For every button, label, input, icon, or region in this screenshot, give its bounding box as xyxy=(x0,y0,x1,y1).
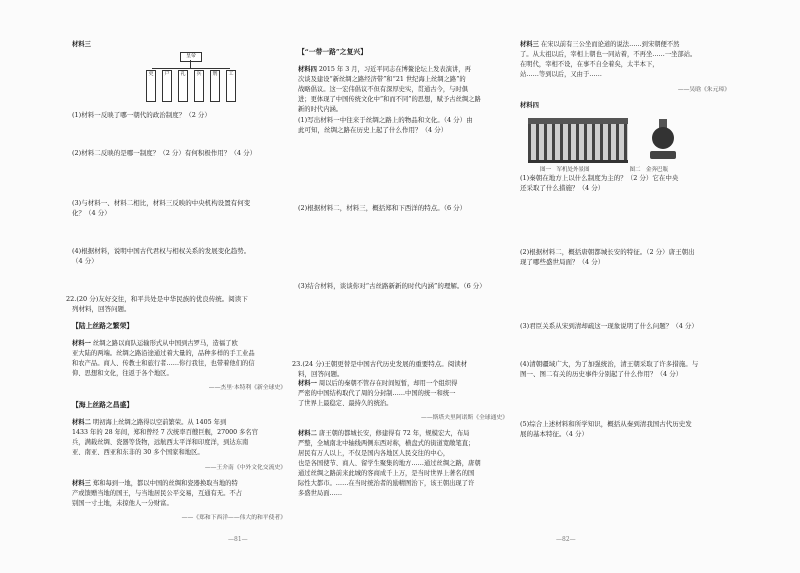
material-1-source: ——斯塔夫里阿诺斯《全球通史》 xyxy=(421,415,508,422)
diagram-box-4: 兵 xyxy=(194,70,204,102)
diagram-line xyxy=(190,60,191,68)
question-2-cont: 现了哪些盛世局面？（4 分） xyxy=(520,257,605,266)
diagram-top-box: 皇帝 xyxy=(180,52,202,62)
question-5-cont: 展的基本特征。（4 分） xyxy=(520,429,588,438)
material-2-text: 兵，满载丝绸、瓷器等货物，远航西太平洋和印度洋，到达东南 xyxy=(72,438,249,446)
question-5: (5)综合上述材料和所学知识，概括从秦到清我国古代历史发 xyxy=(520,419,692,428)
question-22: 22.(20 分)友好交往，和平共处是中华民族的优良传统。阅读下 xyxy=(66,295,248,303)
right-column xyxy=(520,40,730,439)
material-2-label: 材料二 xyxy=(72,418,91,426)
material-1-text: 亚大陆的两端。丝绸之路沿途通过着大量的，品种多样的手工业品 xyxy=(72,349,255,357)
material-3-label: 材料三 xyxy=(520,41,539,48)
question-4-cont: （4 分） xyxy=(72,257,98,265)
question-4: (4)根据材料，说明中国古代君权与相权关系的发展变化趋势。 xyxy=(72,247,251,255)
diagram-box-1: 吏 xyxy=(146,70,156,102)
figure-1-caption: 图一 军机处外景图 xyxy=(540,166,590,173)
question-1-cont: 还采取了什么措施？（4 分） xyxy=(520,183,605,192)
material-1-source: ——杰里·本特利《新全球史》 xyxy=(208,385,286,392)
question-22-cont: 列材料，回答问题。 xyxy=(72,305,131,313)
diagram-box-6: 工 xyxy=(226,70,236,102)
question-1-cont: 此可知，丝绸之路在历史上起了什么作用？（4 分） xyxy=(298,125,448,134)
question-2: (2)根据材料二，材料三，概括郑和下西洋的特点。（6 分） xyxy=(298,203,467,212)
material-3b-text: 别国一寸土地，未掠他人一分财富。 xyxy=(72,499,173,507)
question-2: (2)根据材料二，概括唐朝都城长安的特征。（2 分）唐王朝出 xyxy=(520,247,695,256)
material-3b-source: ——《郑和下西洋——伟大的和平使者》 xyxy=(181,515,286,522)
figure-2-caption: 图二 金奔巴瓶 xyxy=(629,166,669,173)
material-1-text: 周以后的秦朝不管存在时间短暂，却用一个组织得 xyxy=(318,379,458,387)
middle-column xyxy=(292,40,508,499)
page-number-left: —81— xyxy=(228,536,248,543)
question-1: (1)写出材料一中往来于丝绸之路上的物品和文化。（4 分）由 xyxy=(298,115,473,124)
material-3-text: 在宋以前有三公坐而论道的说法……到宋朝便不然 xyxy=(540,41,680,48)
question-3: (3)结合材料，谈谈你对“古丝路新新的时代内涵”的理解。（6 分） xyxy=(298,281,486,290)
figures xyxy=(528,115,730,163)
material-1-label: 材料一 xyxy=(72,339,91,347)
material-4-label: 材料四 xyxy=(520,101,539,109)
material-1-text: 仰、思想和文化，往返于各个地区。 xyxy=(72,369,173,377)
question-1: (1)秦朝在地方上以什么制度为主的？（2 分）它在中央 xyxy=(520,173,679,182)
material-4-text: 战略倡议。这一宏伟倡议不但有深厚史实，贯通古今，与时俱 xyxy=(298,85,469,93)
section-sea-silk-road: 【海上丝路之昌盛】 xyxy=(72,401,134,410)
material-3b-text: 产或馈赠当地的国王，与当地居民公平交易，互通有无。不占 xyxy=(72,489,243,497)
material-1-label: 材料一 xyxy=(298,379,317,387)
question-2: (2)材料二反映的是哪一制度？（2 分）有何积极作用？（4 分） xyxy=(72,149,257,157)
page-number-right: —82— xyxy=(556,536,576,543)
diagram-box-5: 刑 xyxy=(210,70,220,102)
material-2-text: 通过丝绸之路前来此城的客商成千上万，是当时世界上著名的国 xyxy=(298,470,475,478)
diagram-box-3: 礼 xyxy=(178,70,188,102)
question-3: (3)与材料一、材料二相比，材料三反映的中央机构设置有何变 xyxy=(72,199,251,207)
question-4-cont: 图一、图二有关的历史事件分别起了什么作用？（4 分） xyxy=(520,369,683,378)
material-2-text: 唐王朝的都城长安，修建得有 72 年，规模宏大，布局 xyxy=(318,430,470,438)
material-3-text: 站……等到以后，又由于…… xyxy=(520,71,602,78)
material-2-text: 居民有万人以上，不仅是国内各地区人民交往的中心， xyxy=(298,450,450,458)
question-3: (3)君臣关系从宋到清却疏这一现象说明了什么问题？（4 分） xyxy=(520,321,698,330)
material-2-text: 1433 年的 28 年间，郑和曾经 7 次统率百艘巨舰，27000 多名官 xyxy=(72,428,259,436)
question-4: (4)清朝疆域广大，为了加强统治，清王朝采取了许多措施。与 xyxy=(520,359,699,368)
material-4-text: 2015 年 3 月，习近平同志在博鳌论坛上发表演讲，再 xyxy=(318,65,471,73)
section-land-silk-road: 【陆上丝路之繁荣】 xyxy=(72,321,134,330)
government-structure-diagram xyxy=(132,52,252,108)
material-2-text: 亚、南亚、西亚和东非的 30 多个国家和地区。 xyxy=(72,448,204,456)
question-23-cont: 料，回答问题。 xyxy=(298,369,344,378)
material-2-text: 也是各国使节、商人、留学生聚集的地方……通过丝绸之路，唐朝 xyxy=(298,460,481,468)
diagram-box-2: 户 xyxy=(162,70,172,102)
material-3-label: 材料三 xyxy=(72,41,91,48)
military-office-image xyxy=(528,118,628,163)
material-3-source: ——吴晗《朱元璋》 xyxy=(677,86,730,93)
material-1-text: 丝绸之路以商队运输形式从中国到古罗马，造福了欧 xyxy=(92,339,238,347)
material-2-source: ——王介南《中外文化交流史》 xyxy=(204,464,286,471)
material-2-text: 多盛世局面…… xyxy=(298,490,343,498)
material-3-text: 了。从太祖以后，宰相上朝也一同站着，不再坐……一坐部站。 xyxy=(520,51,697,58)
material-4-label: 材料四 xyxy=(298,65,317,73)
material-2-label: 材料二 xyxy=(298,430,317,438)
question-23: 23.(24 分)王朝更替是中国古代历史发展的重要特点。阅读材 xyxy=(292,359,468,368)
material-2-text: 明初海上丝绸之路得以空前繁荣。从 1405 年到 xyxy=(92,418,227,426)
material-3b-label: 材料三 xyxy=(72,479,91,487)
material-2-text: 际性大都市。……在当时统治者的励精图治下，该王朝出现了许 xyxy=(298,480,475,488)
material-1-text: 了世界上最稳定、最持久的统治。 xyxy=(298,399,393,407)
diagram-line xyxy=(152,68,230,69)
left-column xyxy=(66,40,286,529)
material-4-text: 进；更体现了中国传统文化中“和而不同”的思想，赋予古丝绸之路 xyxy=(298,95,481,103)
material-3b-text: 郑和每到一地，都以中国的丝绸和瓷器换取当地的特 xyxy=(92,479,238,487)
material-4-text: 次谈及建设“新丝绸之路经济带”和“21 世纪海上丝绸之路”的 xyxy=(298,75,466,83)
section-belt-road: 【“一带一路”之复兴】 xyxy=(298,47,367,56)
question-3-cont: 化？（4 分） xyxy=(72,209,111,217)
question-1: (1)材料一反映了哪一朝代的政治制度？（2 分） xyxy=(72,111,211,119)
material-2-text: 严整，全城南北中轴线两侧东西对称，横盘式的街道宽敞笔直； xyxy=(298,440,475,448)
material-1-text: 严密的中国结构取代了周的分封制……中国的统一和统一 xyxy=(298,389,456,397)
material-1-text: 和农产品。商人、传教士和旅行者……你行我往，也带着他们的信 xyxy=(72,359,255,367)
material-4-text: 新的时代内涵。 xyxy=(298,105,343,113)
material-3-text: 在明代，宰相不设，在事不自全着矣，太半本下， xyxy=(520,61,659,68)
golden-urn-image xyxy=(646,115,680,163)
